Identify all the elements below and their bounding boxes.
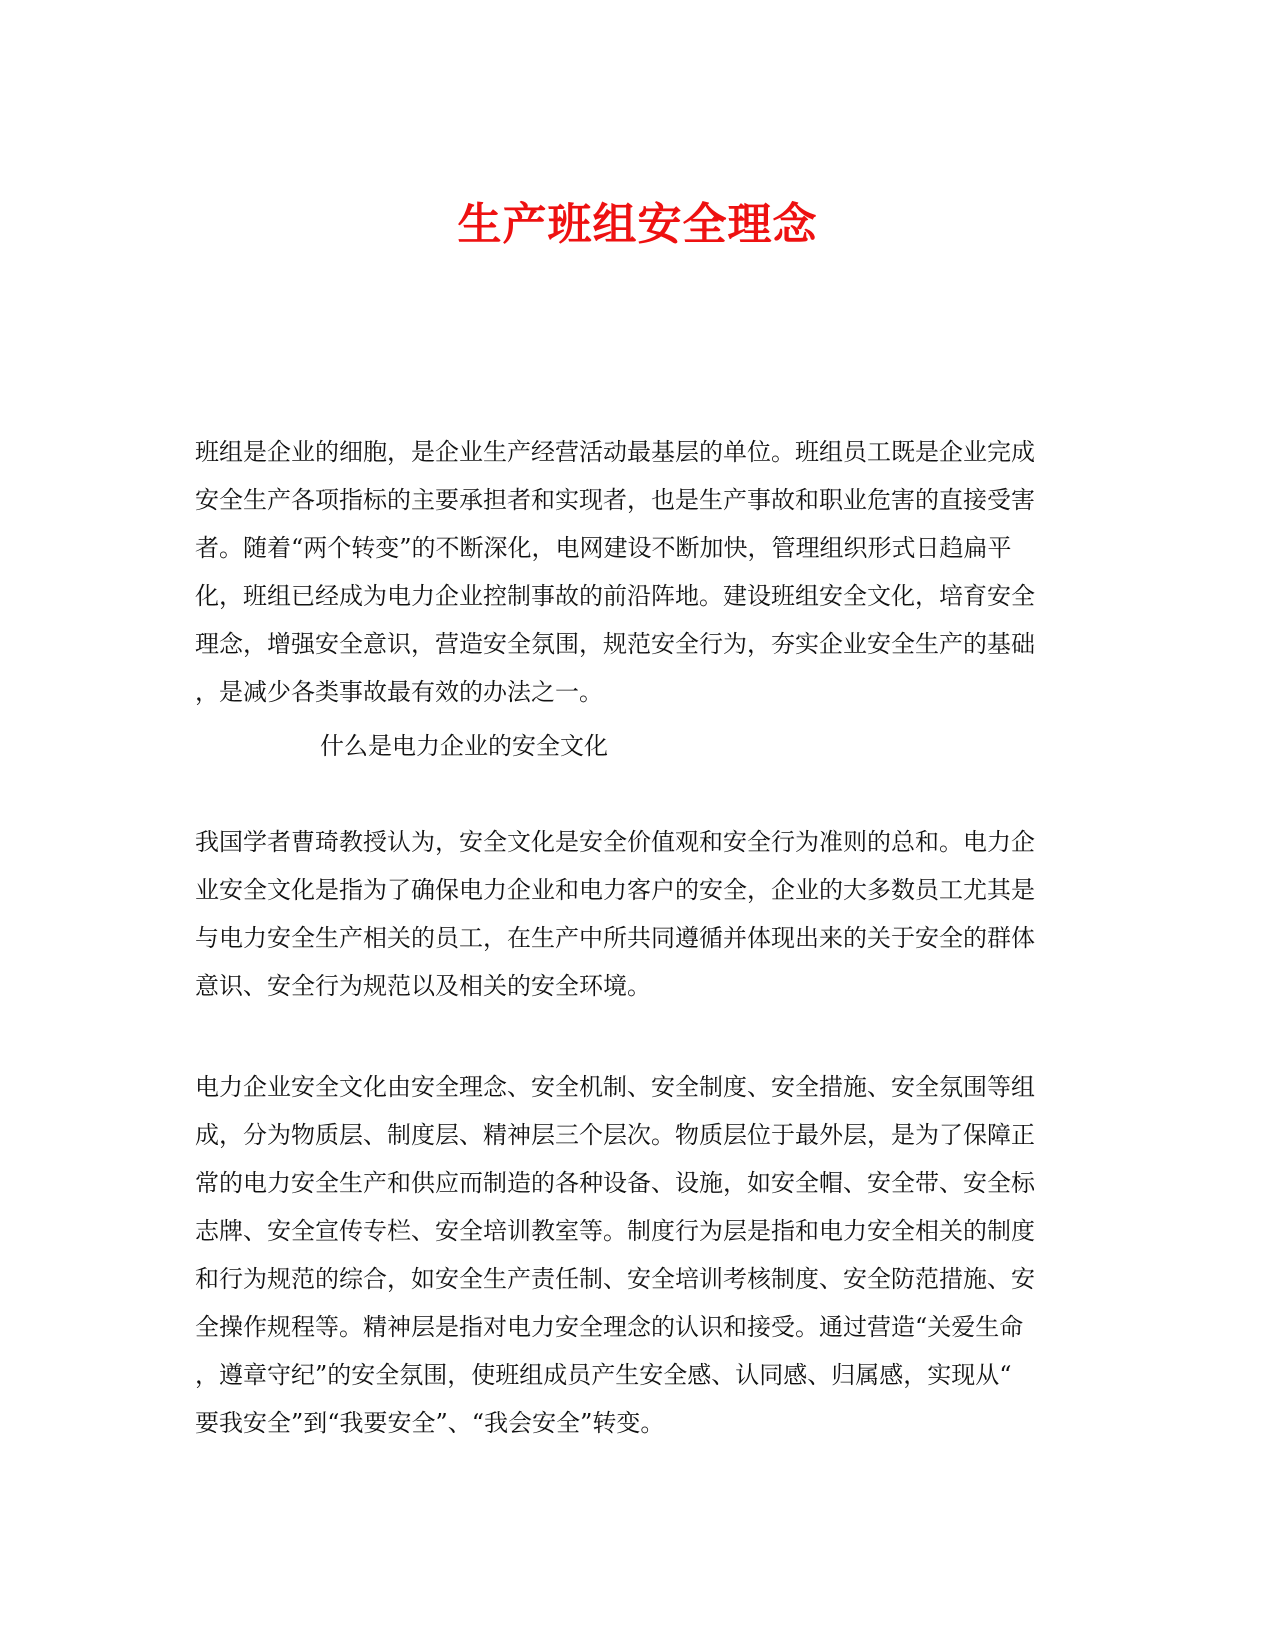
paragraph-line: 全操作规程等。精神层是指对电力安全理念的认识和接受。通过营造“关爱生命: [195, 1313, 1024, 1341]
paragraph-line: 要我安全”到“我要安全”、“我会安全”转变。: [195, 1409, 665, 1437]
paragraph-line: 成，分为物质层、制度层、精神层三个层次。物质层位于最外层，是为了保障正: [195, 1121, 1035, 1149]
paragraph-definition: [195, 818, 1085, 1010]
paragraph-structure: [195, 1063, 1085, 1447]
paragraph-line: 化，班组已经成为电力企业控制事故的前沿阵地。建设班组安全文化，培育安全: [195, 582, 1035, 610]
paragraph-line: ，是减少各类事故最有效的办法之一。: [195, 678, 603, 706]
paragraph-line: 和行为规范的综合，如安全生产责任制、安全培训考核制度、安全防范措施、安: [195, 1265, 1035, 1293]
section-subheading: 什么是电力企业的安全文化: [320, 732, 608, 760]
document-title: 生产班组安全理念: [457, 199, 818, 251]
paragraph-line: 与电力安全生产相关的员工，在生产中所共同遵循并体现出来的关于安全的群体: [195, 924, 1035, 952]
paragraph-line: 我国学者曹琦教授认为，安全文化是安全价值观和安全行为准则的总和。电力企: [195, 828, 1035, 856]
paragraph-line: ，遵章守纪”的安全氛围，使班组成员产生安全感、认同感、归属感，实现从“: [195, 1361, 1012, 1389]
paragraph-line: 理念，增强安全意识，营造安全氛围，规范安全行为，夯实企业安全生产的基础: [195, 630, 1035, 658]
paragraph-line: 安全生产各项指标的主要承担者和实现者，也是生产事故和职业危害的直接受害: [195, 486, 1035, 514]
paragraph-line: 班组是企业的细胞，是企业生产经营活动最基层的单位。班组员工既是企业完成: [195, 438, 1035, 466]
paragraph-line: 者。随着“两个转变”的不断深化，电网建设不断加快，管理组织形式日趋扁平: [195, 534, 1012, 562]
paragraph-line: 志牌、安全宣传专栏、安全培训教室等。制度行为层是指和电力安全相关的制度: [195, 1217, 1035, 1245]
paragraph-line: 常的电力安全生产和供应而制造的各种设备、设施，如安全帽、安全带、安全标: [195, 1169, 1035, 1197]
paragraph-line: 意识、安全行为规范以及相关的安全环境。: [195, 972, 651, 1000]
paragraph-intro: [195, 428, 1085, 716]
paragraph-line: 电力企业安全文化由安全理念、安全机制、安全制度、安全措施、安全氛围等组: [195, 1073, 1035, 1101]
paragraph-line: 业安全文化是指为了确保电力企业和电力客户的安全，企业的大多数员工尤其是: [195, 876, 1035, 904]
